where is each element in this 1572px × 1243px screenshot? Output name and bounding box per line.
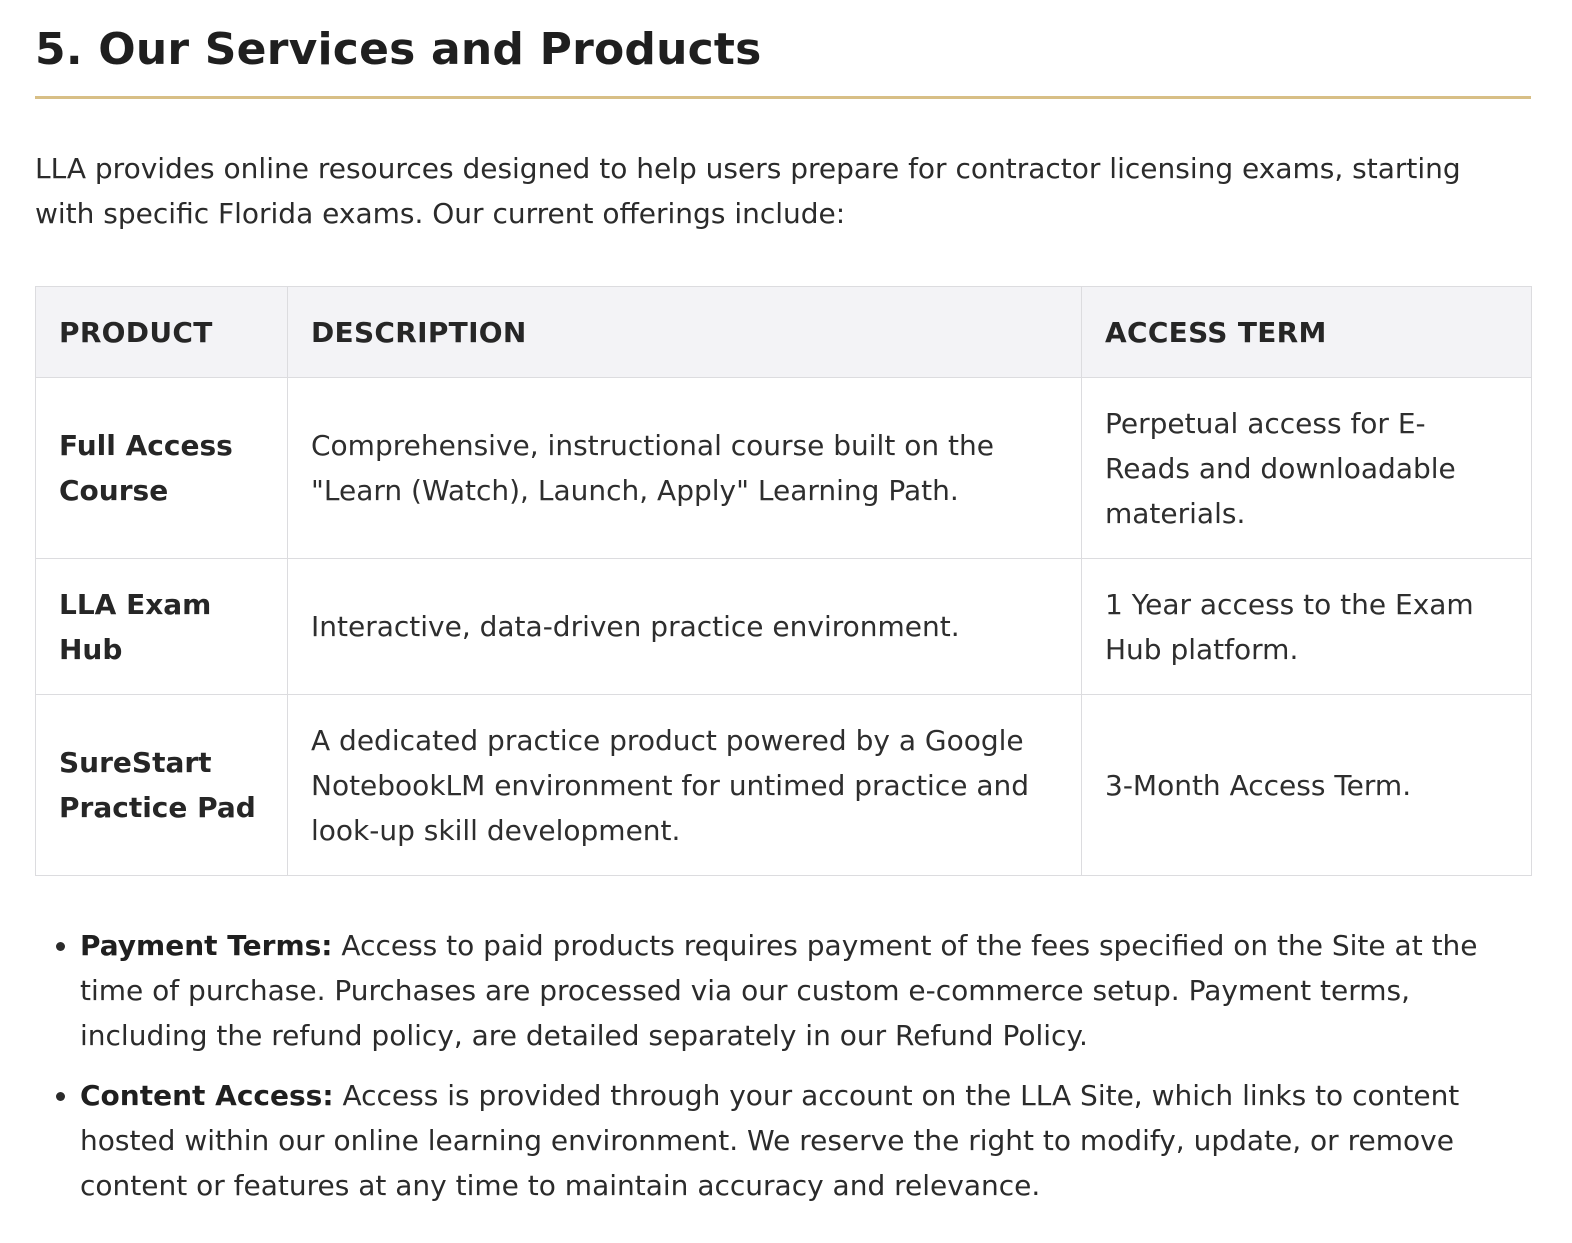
title-divider xyxy=(35,96,1531,99)
payment-terms-label: Payment Terms: xyxy=(80,929,333,962)
table-row xyxy=(36,695,1532,876)
terms-list xyxy=(35,923,1530,1208)
header-access-term: ACCESS TERM xyxy=(1082,287,1532,378)
product-name: LLA Exam Hub xyxy=(36,559,288,695)
header-description: DESCRIPTION xyxy=(288,287,1082,378)
payment-terms-text: Access to paid products requires payment of the fees specified on the Site at the time of purchase. Purchases are processed via our custom e-commerce setup. Payment terms, including the refund policy, are detailed separately in our Refund Policy. xyxy=(80,929,1478,1052)
intro-paragraph: LLA provides online resources designed to help users prepare for contractor licensing exams, starting with specific Florida exams. Our current offerings include: xyxy=(35,152,1461,230)
product-name: SureStart Practice Pad xyxy=(36,695,288,876)
product-description: A dedicated practice product powered by a Google NotebookLM environment for untimed practice and look-up skill development. xyxy=(288,695,1082,876)
product-name: Full Access Course xyxy=(36,378,288,559)
content-access-text: Access is provided through your account on the LLA Site, which links to content hosted within our online learning environment. We reserve the right to modify, update, or remove content or features at any time to maintain accuracy and relevance. xyxy=(80,1079,1460,1202)
product-access-term: 1 Year access to the Exam Hub platform. xyxy=(1082,559,1532,695)
product-access-term: 3-Month Access Term. xyxy=(1082,695,1532,876)
header-product: PRODUCT xyxy=(36,287,288,378)
list-item-content-access xyxy=(80,1073,1530,1208)
product-description: Comprehensive, instructional course built on the "Learn (Watch), Launch, Apply" Learning Path. xyxy=(288,378,1082,559)
section-title: 5. Our Services and Products xyxy=(35,24,762,75)
table-row xyxy=(36,559,1532,695)
table-row xyxy=(36,378,1532,559)
content-access-label: Content Access: xyxy=(80,1079,334,1112)
product-description: Interactive, data-driven practice environment. xyxy=(288,559,1082,695)
table-header-row xyxy=(36,287,1532,378)
products-table xyxy=(35,286,1532,876)
list-item-payment-terms xyxy=(80,923,1530,1058)
product-access-term: Perpetual access for E-Reads and downloadable materials. xyxy=(1082,378,1532,559)
